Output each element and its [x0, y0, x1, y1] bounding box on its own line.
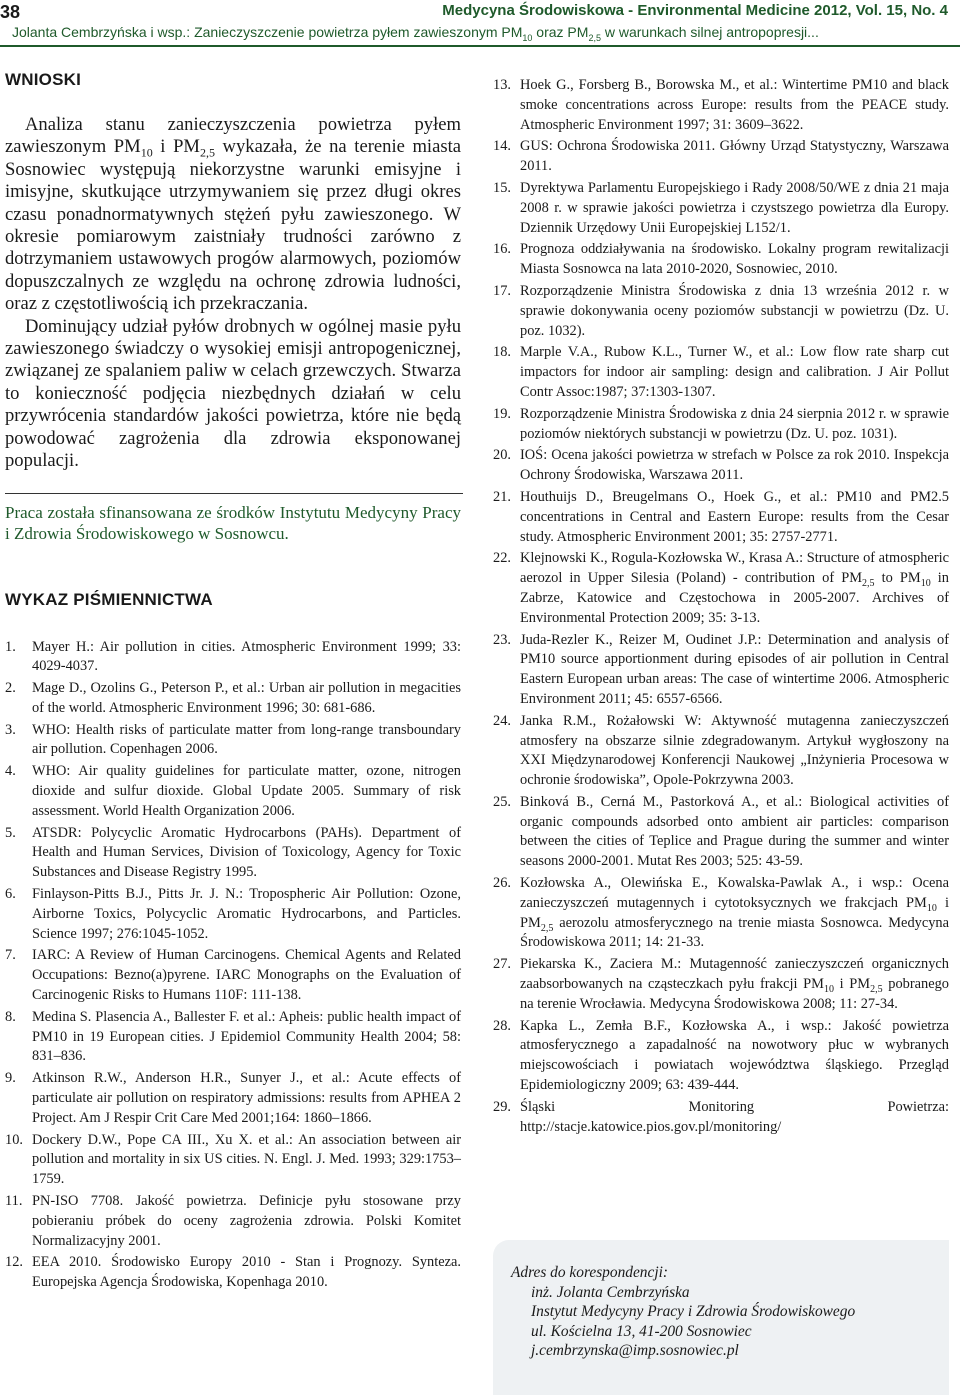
reference-text: Houthuijs D., Breugelmans O., Hoek G., et al.: PM10 and PM2.5 concentrations in Central and Eastern Europe: results from the Cesar study. Atmospheric Environment 2001; 35: 2757-2771.: [520, 488, 949, 545]
reference-item: [5, 1192, 461, 1251]
correspondence-box: [493, 1240, 949, 1395]
reference-number: 17.: [493, 282, 511, 299]
reference-item: [493, 240, 949, 280]
reference-item: [5, 721, 461, 761]
reference-number: 26.: [493, 875, 511, 892]
reference-item: [493, 1098, 949, 1138]
reference-text: Piekarska K., Zaciera M.: Mutagenność zanieczyszczeń organicznych zaabsorbowanych na cząsteczkach pyłu frakcji $PM_{10}$ i $PM_{2,5}$ pobranego na terenie Wrocławia. Medycyna Środowiskowa 2008; 11: 27-34.: [520, 956, 950, 1012]
correspondence-name: inż. Jolanta Cembrzyńska: [531, 1283, 690, 1301]
reference-number: 25.: [493, 793, 511, 810]
reference-number: 7.: [5, 947, 16, 964]
reference-item: [5, 885, 461, 944]
reference-item: [493, 793, 949, 872]
conclusions-heading: WNIOSKI: [5, 70, 82, 89]
reference-item: [493, 488, 949, 547]
reference-number: 11.: [5, 1193, 23, 1210]
reference-number: 15.: [493, 179, 511, 196]
reference-text: GUS: Ochrona Środowiska 2011. Główny Urząd Statystyczny, Warszawa 2011.: [520, 138, 949, 175]
reference-number: 18.: [493, 344, 511, 361]
conclusions-paragraph-1: Analiza stanu zanieczyszczenia powietrza pyłem zawieszonym $PM_{10}$ i $PM_{2,5}$ wykazała, że na terenie miasta Sosnowiec występują niekorzystne warunki emisyjne i imisyjne, skutkujące utrzymywaniem się przez długi okres czasu ponadnormatywnych stężeń pyłu zawieszonego. W okresie pomiarowym zaistniały trudności zarówno z dotrzymaniem ustawowych progów alarmowych, poziomów dopuszczalnych ze względu na ochronę zdrowia ludności, oraz z częstotliwością ich przekraczania.: [5, 114, 462, 315]
left-column: [5, 70, 461, 1295]
reference-text: Binková B., Cerná M., Pastorková A., et al.: Biological activities of organic compounds adsorbed onto ambient air particles: comparison between the cities of Teplice and Prague during the summer and winter seasons 2000-2001. Mutat Res 2003; 525: 43-59.: [520, 793, 949, 870]
reference-item: [5, 638, 461, 678]
correspondence-email[interactable]: j.cembrzynska@imp.sosnowiec.pl: [531, 1342, 739, 1359]
reference-text: Kozłowska A., Olewińska E., Kowalska-Pawlak A., i wsp.: Ocena zanieczyszczeń mutagennych i cytotoksycznych we frakcjach $PM_{10}$ i $PM_{2,5}$ aerozolu atmosferycznego na trenie miasta Sosnowca. Medycyna Środowiskowa 2011; 14: 21-33.: [520, 875, 949, 951]
reference-number: 2.: [5, 680, 16, 697]
running-head: Jolanta Cembrzyńska i wsp.: Zanieczyszczenie powietrza pyłem zawieszonym $PM_{10}$ oraz $PM_{2,5}$ w warunkach silnej antropopresji...: [12, 24, 819, 43]
reference-item: [5, 762, 461, 821]
reference-number: 8.: [5, 1008, 16, 1025]
reference-text: Finlayson-Pitts B.J., Pitts Jr. J. N.: Tropospheric Air Pollution: Ozone, Airborne Toxics, Polycyclic Aromatic Hydrocarbons, and Particles. Science 1997; 276:1045-1052.: [32, 886, 461, 942]
reference-number: 9.: [5, 1070, 16, 1087]
header-divider: [0, 45, 960, 47]
reference-item: [493, 955, 949, 1014]
reference-item: [493, 631, 949, 710]
reference-item: [5, 946, 461, 1005]
conclusions-paragraph-2: Dominujący udział pyłów drobnych w ogólnej masie pyłu zawieszonego świadczy o wysokiej emisji antropogenicznej, związanej ze spalaniem paliw w celach grzewczych. Stwarza to konieczność podjęcia niezbędnych działań w celu przywrócenia standardów jakości powietrza, które nie będą powodować zagrożenia dla zdrowia eksponowanej populacji.: [5, 315, 461, 472]
reference-item: [5, 824, 461, 883]
correspondence-street: ul. Kościelna 13, 41-200 Sosnowiec: [531, 1322, 752, 1340]
reference-number: 20.: [493, 447, 511, 464]
reference-number: 6.: [5, 886, 16, 903]
reference-text: Klejnowski K., Rogula-Kozłowska W., Krasa A.: Structure of atmospheric aerozol in Upper Silesia (Poland) - contribution of $PM_{2,5}$ to $PM_{10}$ in Zabrze, Katowice and Częstochowa in 2005-2007. Archives of Environmental Protection 2009; 35: 3-13.: [520, 550, 949, 626]
reference-text: Dyrektywa Parlamentu Europejskiego i Rady 2008/50/WE z dnia 21 maja 2008 r. w sprawie jakości powietrza i czystszego powietrza dla Europy. Dziennik Urzędowy Unii Europejskiej L152/1.: [520, 179, 949, 236]
reference-number: 24.: [493, 712, 511, 729]
reference-item: [493, 343, 949, 402]
correspondence-label: Adres do korespondencji:: [511, 1264, 669, 1281]
reference-text: Rozporządzenie Ministra Środowiska z dnia 24 sierpnia 2012 r. w sprawie poziomów niektórych substancji w powietrzu (Dz. U. poz. 1031).: [520, 405, 949, 442]
reference-text: Mage D., Ozolins G., Peterson P., et al.: Urban air pollution in megacities of the world. Atmospheric Environment 1996; 30: 681-686.: [32, 680, 461, 716]
reference-text: ATSDR: Polycyclic Aromatic Hydrocarbons (PAHs). Department of Health and Human Services, Division of Toxicology, Agency for Toxic Substances and Disease Registry 1995.: [32, 824, 461, 881]
references-list-left: [5, 638, 461, 1294]
funding-divider: [5, 493, 463, 494]
reference-text: Rozporządzenie Ministra Środowiska z dnia 13 września 2012 r. w sprawie dokonywania oceny poziomów substancji w powietrzu (Dz. U. poz. 1032).: [520, 282, 949, 339]
reference-number: 10.: [5, 1131, 23, 1148]
reference-text: Juda-Rezler K., Reizer M, Oudinet J.P.: Determination and analysis of PM10 source apportionment during episodes of air pollution in Central Eastern European urban areas: The case of wintertime 2006. Atmospheric Environment 2011; 45: 6557-6566.: [520, 631, 949, 707]
reference-number: 19.: [493, 405, 511, 422]
reference-number: 21.: [493, 488, 511, 505]
reference-item: [493, 549, 949, 628]
reference-number: 29.: [493, 1098, 511, 1115]
reference-number: 16.: [493, 241, 511, 258]
reference-text: Atkinson R.W., Anderson H.R., Sunyer J., et al.: Acute effects of particulate air pollution on respiratory admissions: results from APHEA 2 Project. Am J Respir Crit Care Med 2001;164: 1860–1866.: [32, 1070, 461, 1126]
reference-number: 14.: [493, 138, 511, 155]
reference-item: [5, 1008, 461, 1067]
reference-text: Janka R.M., Rożałowski W: Aktywność mutagenna zanieczyszczeń atmosfery na obszarze silnie zdegradowanym. Artykuł wygłoszony na XXI Międzynarodowej Konferencji Naukowej „Inżynieria Procesowa w ochronie środowiska”, Opole-Pokrzywna 2003.: [520, 712, 949, 789]
funding-note: Praca została sfinansowana ze środków Instytutu Medycyny Pracy i Zdrowia Środowiskowego w Sosnowcu.: [5, 502, 461, 543]
right-column: [493, 76, 949, 1139]
reference-text: IARC: A Review of Human Carcinogens. Chemical Agents and Related Occupations: Bezno(a)pyrene. IARC Monographs on the Evaluation of Carcinogenic Risks to Humans 110F: 111-138.: [32, 947, 461, 1004]
correspondence-institute: Instytut Medycyny Pracy i Zdrowia Środowiskowego: [531, 1303, 856, 1320]
reference-number: 22.: [493, 550, 511, 567]
reference-item: [493, 76, 949, 135]
reference-item: [493, 282, 949, 341]
page-number: 38: [0, 2, 21, 22]
reference-text: Kapka L., Zemła B.F., Kozłowska A., i wsp.: Jakość powietrza atmosferycznego a zapadalność na nowotwory płuc w wybranych miejscowościach i powiatach województwa śląskiego. Przegląd Epidemiologiczny 2009; 63: 439-444.: [520, 1017, 949, 1094]
reference-number: 12.: [5, 1254, 23, 1271]
reference-number: 27.: [493, 956, 511, 973]
reference-number: 13.: [493, 77, 511, 93]
reference-item: [493, 405, 949, 445]
reference-number: 23.: [493, 631, 511, 648]
reference-text: Hoek G., Forsberg B., Borowska M., et al.: Wintertime PM10 and black smoke concentrations across Europe: results from the PEACE study. Atmospheric Environment 1997; 31: 3609–3622.: [520, 77, 949, 133]
reference-item: [5, 1253, 461, 1293]
reference-text: Śląski Monitoring Powietrza: http://stacje.katowice.pios.gov.pl/monitoring/: [520, 1098, 949, 1135]
references-list-right: [493, 76, 949, 1137]
reference-item: [5, 1131, 461, 1190]
reference-text: EEA 2010. Środowisko Europy 2010 - Stan i Prognozy. Synteza. Europejska Agencja Środowiska, Kopenhaga 2010.: [32, 1254, 461, 1291]
reference-item: [5, 679, 461, 719]
references-heading: WYKAZ PIŚMIENNICTWA: [5, 589, 213, 609]
reference-item: [493, 137, 949, 177]
reference-text: Marple V.A., Rubow K.L., Turner W., et al.: Low flow rate sharp cut impactors for indoor air sampling: design and calibration. J Air Pollut Contr Assoc:1987; 37:1303-1307.: [520, 344, 949, 400]
reference-item: [493, 1017, 949, 1096]
reference-item: [493, 446, 949, 486]
reference-text: IOŚ: Ocena jakości powietrza w strefach w Polsce za rok 2010. Inspekcja Ochrony Środowiska, Warszawa 2011.: [520, 447, 949, 484]
reference-text: WHO: Health risks of particulate matter from long-range transboundary air pollution. Copenhagen 2006.: [32, 721, 461, 758]
reference-item: [493, 179, 949, 238]
reference-number: 4.: [5, 763, 16, 780]
reference-number: 28.: [493, 1017, 511, 1034]
reference-text: PN-ISO 7708. Jakość powietrza. Definicje pyłu stosowane przy pobieraniu próbek do oceny zagrożenia zdrowia. Polski Komitet Normalizacyjny 2001.: [32, 1193, 461, 1249]
reference-item: [493, 712, 949, 791]
reference-text: Mayer H.: Air pollution in cities. Atmospheric Environment 1999; 33: 4029-4037.: [32, 638, 461, 675]
reference-text: Dockery D.W., Pope CA III., Xu X. et al.: An association between air pollution and mortality in six US cities. N. Engl. J. Med. 1993; 329:1753–1759.: [32, 1131, 461, 1188]
reference-item: [5, 1069, 461, 1128]
journal-title: Medycyna Środowiskowa - Environmental Medicine 2012, Vol. 15, No. 4: [442, 2, 948, 19]
reference-number: 5.: [5, 824, 16, 841]
reference-number: 1.: [5, 638, 16, 655]
reference-text: WHO: Air quality guidelines for particulate matter, ozone, nitrogen dioxide and sulfur dioxide. Global Update 2005. Summary of risk assessment. World Health Organization 2006.: [32, 763, 461, 819]
reference-text: Prognoza oddziaływania na środowisko. Lokalny program rewitalizacji Miasta Sosnowca na lata 2010-2020, Sosnowiec, 2010.: [520, 241, 949, 278]
reference-number: 3.: [5, 721, 16, 738]
reference-text: Medina S. Plasencia A., Ballester F. et al.: Apheis: public health impact of PM10 in 19 European cities. J Epidemiol Community Health 2004; 58: 831–836.: [32, 1008, 461, 1065]
reference-item: [493, 874, 949, 953]
